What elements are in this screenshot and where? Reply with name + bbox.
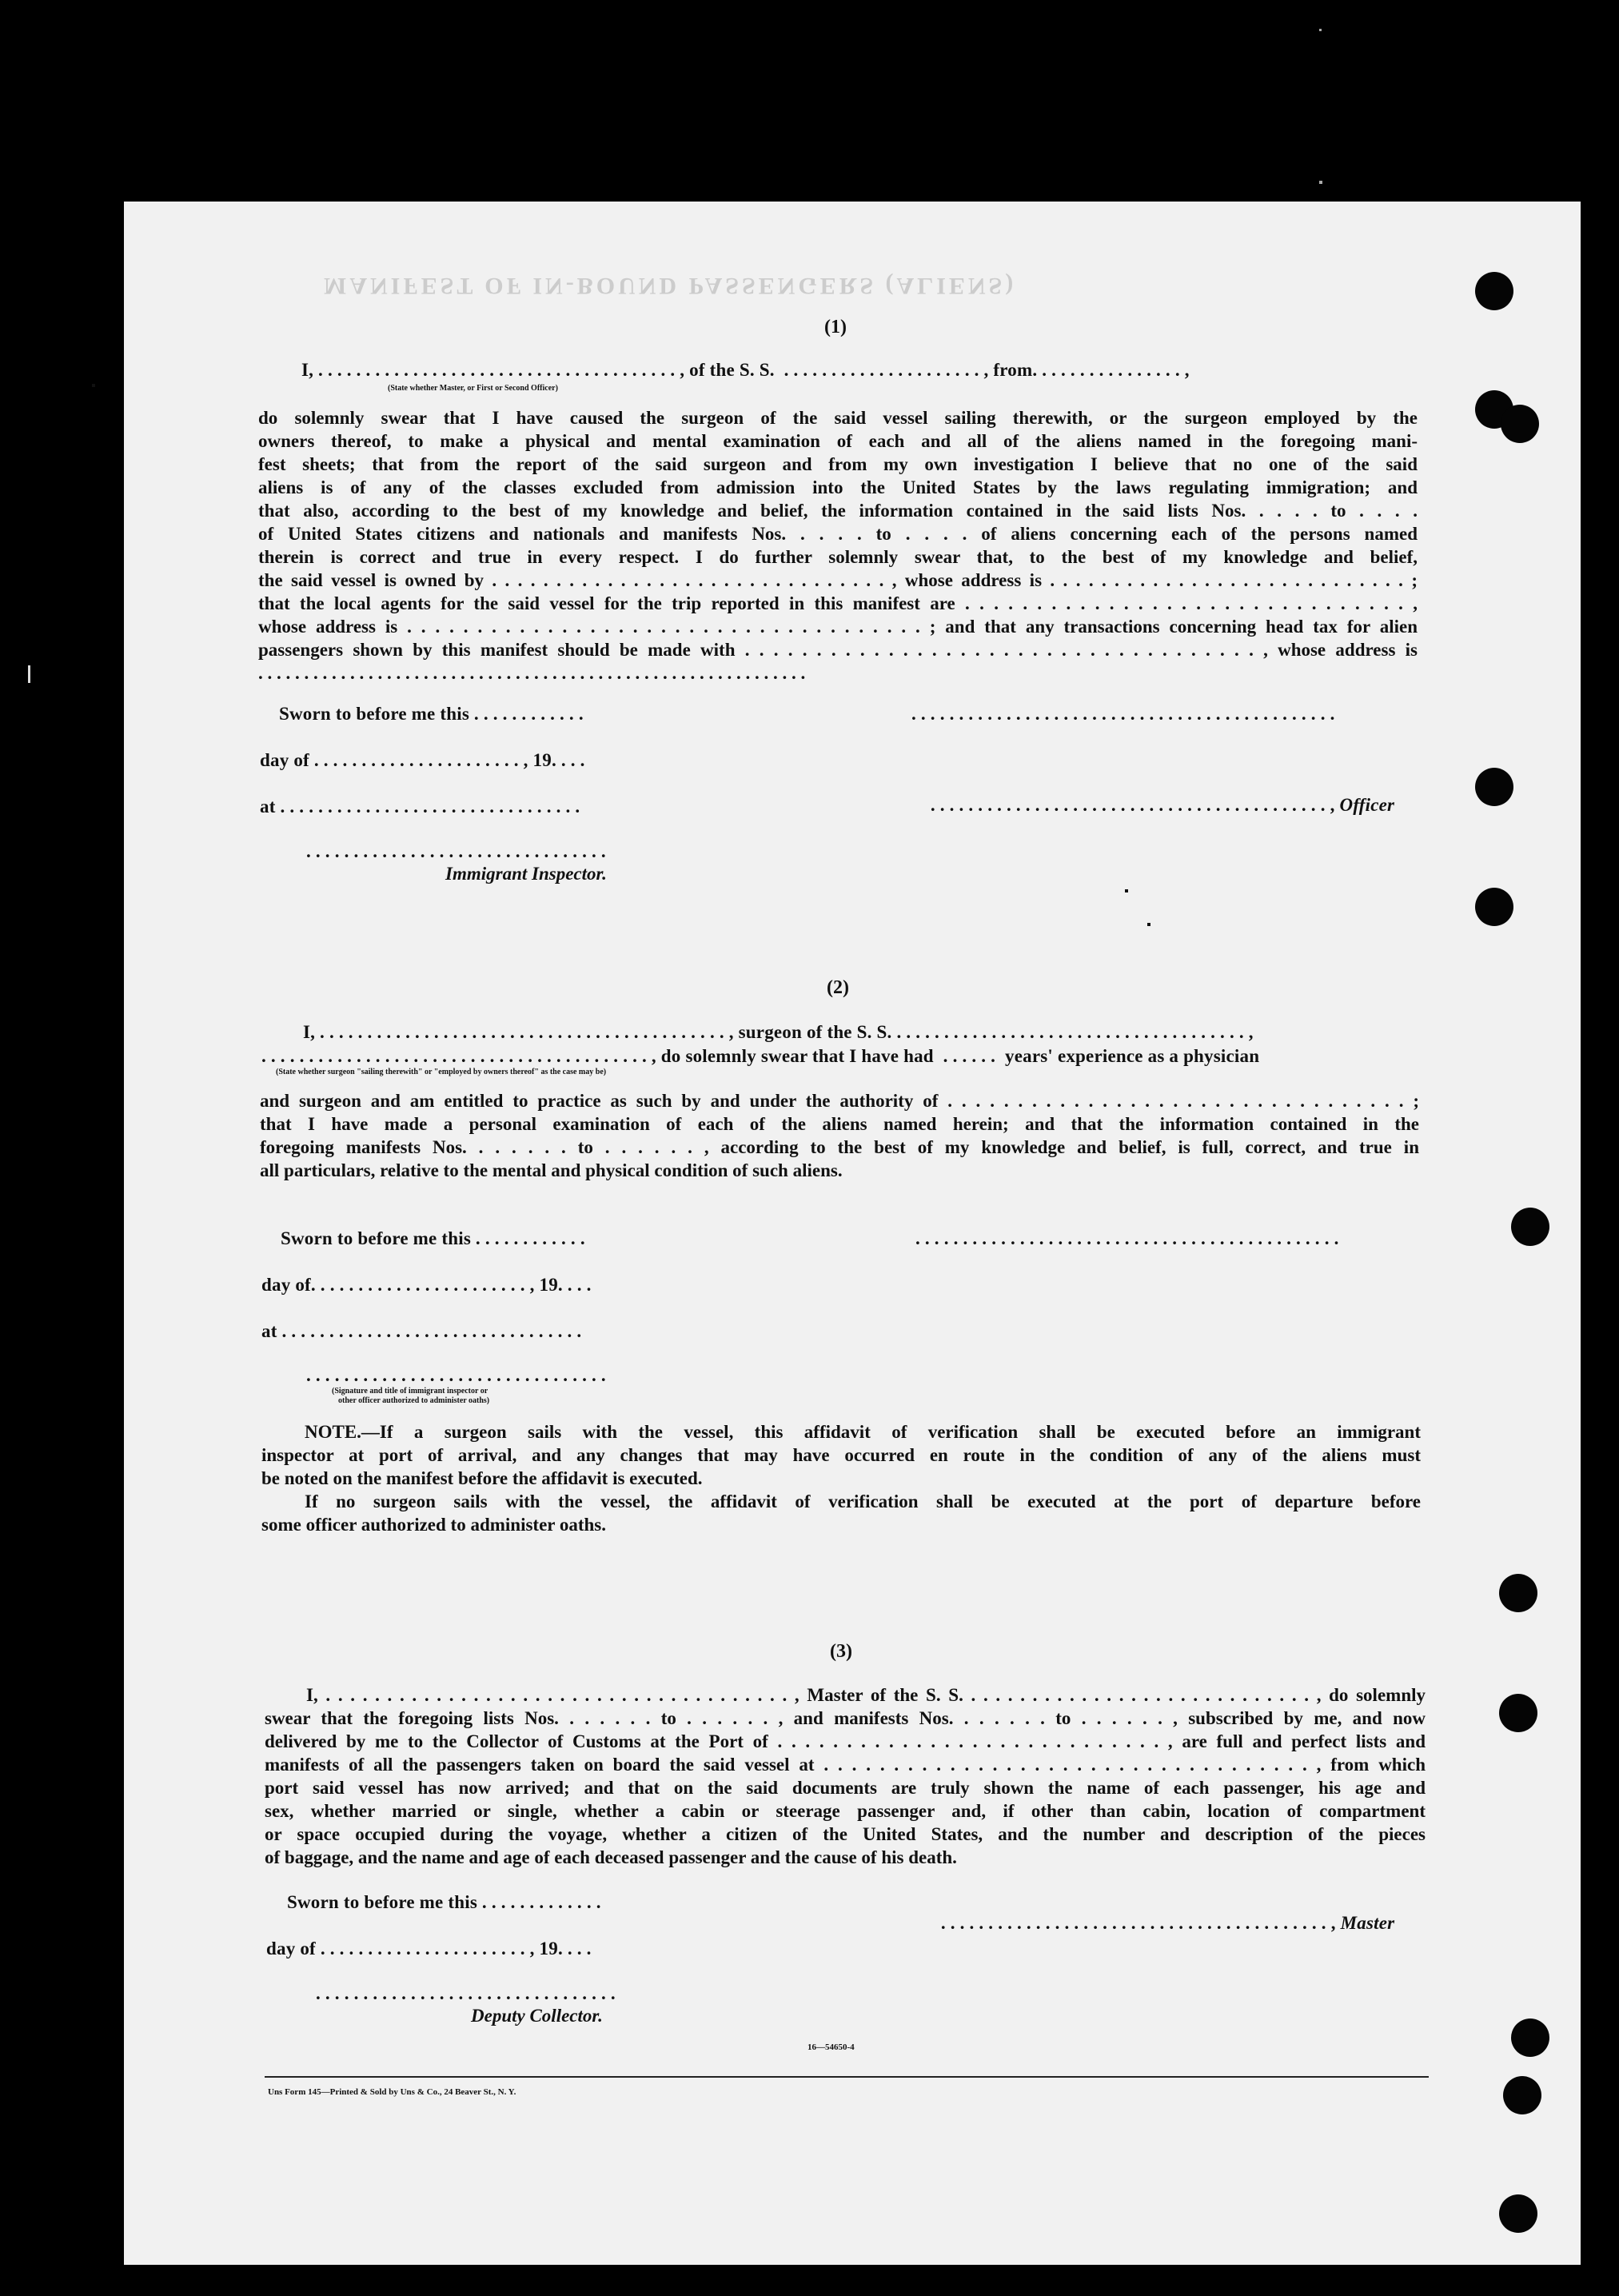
punch-hole — [1499, 1574, 1537, 1612]
no-surgeon-note-paragraph: If no surgeon sails with the vessel, the affidavit of verification shall be executed at the port of departure before some officer authorized to administer oaths. — [261, 1491, 1421, 1535]
border-mark — [28, 665, 30, 683]
section-2-day-of-line: day of. . . . . . . . . . . . . . . . . . . . . . . , 19. . . . — [261, 1275, 592, 1295]
immigrant-inspector-label: Immigrant Inspector. — [445, 864, 607, 884]
section-1-signature-dots: . . . . . . . . . . . . . . . . . . . . . . . . . . . . . . . . . . . . . . . . . . . . . — [911, 704, 1335, 724]
section-1-inspector-dots: . . . . . . . . . . . . . . . . . . . . . . . . . . . . . . . . — [306, 841, 606, 861]
border-mark — [1319, 181, 1322, 184]
surgeon-note-paragraph: NOTE.—If a surgeon sails with the vessel, this affidavit of verification shall be executed before an immigrant inspector at port of arrival, and any changes that may have occurred en route in the condition of any of the aliens must be noted on the manifest before the affidavit is executed. — [261, 1422, 1421, 1488]
section-2-sworn-line: Sworn to before me this . . . . . . . . . . . . — [281, 1228, 585, 1248]
border-mark — [1319, 29, 1322, 31]
master-officer-note: (State whether Master, or First or Second Officer) — [388, 384, 558, 393]
form-code: 16—54650-4 — [808, 2042, 855, 2052]
section-3-number: (3) — [830, 1641, 852, 1662]
section-3-oath-paragraph: I, . . . . . . . . . . . . . . . . . . . . . . . . . . . . . . . . . . . . . . , Master of the S. S. . . . . . . . . . . . . . . . . . . . . . . . . . . . . , do solemnly swear that the foregoing lists Nos. . . . . . . to . . . . . . , and manifests Nos. . . . . . . to . . . . . . , subscribed by me, and now delivered by me to the Collector of Customs at the Port of . . . . . . . . . . . . . . . . . . . . . . . . . . . . , are full and perfect lists and manifests of all the passengers taken on board the said vessel at . . . . . . . . . . . . . . . . . . . . . . . . . . . . . . . . . . . , from which port said vessel has now arrived; and that on the said documents are truly shown the name of each passenger, his age and sex, whether married or single, whether a cabin or steerage passenger and, if other than cabin, location of compartment or space occupied during the voyage, whether a citizen of the United States, and the number and description of the pieces of baggage, and the name and age of each deceased passenger and the cause of his death. — [265, 1685, 1426, 1867]
signature-title-note-2: other officer authorized to administer oaths) — [338, 1396, 490, 1405]
section-2-at-line: at . . . . . . . . . . . . . . . . . . . . . . . . . . . . . . . . — [261, 1321, 582, 1341]
signature-title-note-1: (Signature and title of immigrant inspector or — [332, 1387, 488, 1396]
section-3-master-line — [922, 1892, 1394, 1955]
bleed-through-text: MANIFEST OF IN-BOUND PASSENGERS (ALIENS) — [324, 273, 1017, 299]
section-2-second-line: . . . . . . . . . . . . . . . . . . . . . . . . . . . . . . . . . . . . . . . . . , do solemnly swear that I have had . . . . . . years' experience as a physician — [261, 1046, 1260, 1066]
section-1-opening-line: I, . . . . . . . . . . . . . . . . . . . . . . . . . . . . . . . . . . . . . . , of the S. S. . . . . . . . . . . . . . . . . . . . . . , from. . . . . . . . . . . . . . . . , — [301, 360, 1190, 380]
punch-hole — [1499, 1694, 1537, 1732]
punch-hole — [1511, 1208, 1549, 1246]
master-signature-dots: . . . . . . . . . . . . . . . . . . . . . . . . . . . . . . . . . . . . . . . . . , — [940, 1913, 1341, 1933]
stray-mark — [1125, 889, 1128, 892]
punch-hole — [1503, 2076, 1541, 2114]
punch-hole — [1475, 768, 1513, 806]
punch-hole — [1499, 2194, 1537, 2233]
punch-hole — [1475, 272, 1513, 310]
section-1-at-line: at . . . . . . . . . . . . . . . . . . . . . . . . . . . . . . . . — [260, 797, 580, 817]
document-page — [124, 202, 1581, 2265]
master-label: Master — [1340, 1913, 1395, 1933]
deputy-collector-label: Deputy Collector. — [471, 2006, 603, 2026]
section-1-sworn-line: Sworn to before me this . . . . . . . . . . . . — [279, 704, 584, 724]
punch-hole — [1501, 405, 1539, 443]
stray-mark — [92, 384, 95, 387]
officer-signature-dots: . . . . . . . . . . . . . . . . . . . . . . . . . . . . . . . . . . . . . . . . . . , — [930, 795, 1340, 815]
section-2-signature-line: . . . . . . . . . . . . . . . . . . . . . . . . . . . . . . . . — [306, 1365, 606, 1385]
printer-footer: Uns Form 145—Printed & Sold by Uns & Co., 24 Beaver St., N. Y. — [268, 2087, 516, 2097]
section-1-number: (1) — [824, 317, 847, 337]
punch-hole — [1475, 888, 1513, 926]
officer-label: Officer — [1339, 795, 1395, 815]
section-1-day-of-line: day of . . . . . . . . . . . . . . . . . . . . . . , 19. . . . — [260, 750, 585, 770]
footer-rule — [265, 2076, 1429, 2078]
surgeon-status-note: (State whether surgeon "sailing therewith" or "employed by owners thereof" as the case may be) — [276, 1068, 607, 1076]
section-3-day-of-line: day of . . . . . . . . . . . . . . . . . . . . . . , 19. . . . — [266, 1939, 592, 1959]
stray-mark — [1147, 923, 1150, 926]
section-2-opening-line: I, . . . . . . . . . . . . . . . . . . . . . . . . . . . . . . . . . . . . . . . . . . . , surgeon of the S. S. . . . . . . . . . . . . . . . . . . . . . . . . . . . . . . . . . . . . . , — [303, 1022, 1254, 1042]
section-2-number: (2) — [827, 977, 849, 998]
punch-hole — [1511, 2018, 1549, 2057]
section-1-oath-paragraph: do solemnly swear that I have caused the surgeon of the said vessel sailing therewith, or the surgeon employed by the owners thereof, to make a physical and mental examination of each and all of the aliens named in the foregoing mani- fest sheets; that from the report of the said surgeon and from my own investigation I believe that no one of the said aliens is of any of the classes excluded from admission into the United States by the laws regulating immigration; and that also, according to the best of my knowledge and belief, the information contained in the said lists Nos. . . . . to . . . . of United States citizens and nationals and manifests Nos. . . . . to . . . . of aliens concerning each of the persons named therein is correct and true in every respect. I do further solemnly swear that, to the best of my knowledge and belief, the said vessel is owned by . . . . . . . . . . . . . . . . . . . . . . . . . . . . . . . , whose address is . . . . . . . . . . . . . . . . . . . . . . . . . . . . ; that the local agents for the said vessel for the trip reported in this manifest are . . . . . . . . . . . . . . . . . . . . . . . . . . . . . . . , whose address is . . . . . . . . . . . . . . . . . . . . . . . . . . . . . . . . . . . . . ; and that any transactions concerning head tax for alien passengers shown by this manifest should be made with . . . . . . . . . . . . . . . . . . . . . . . . . . . . . . . . . . . . , whose address is . . . . . . . . . . . . . . . . . . . . . . . . . . . . . . . . . . . . . . . . . . . . . . . . . . . . . . . . . . . . — [258, 408, 1418, 683]
section-2-signature-dots: . . . . . . . . . . . . . . . . . . . . . . . . . . . . . . . . . . . . . . . . . . . . . — [915, 1228, 1339, 1248]
section-2-oath-paragraph: and surgeon and am entitled to practice as such by and under the authority of . . . . . . . . . . . . . . . . . . . . . . . . . . . . . . . . . ; that I have made a personal examination of each of the aliens named herein; and that the information contained in the foregoing manifests Nos. . . . . . . to . . . . . . , according to the best of my knowledge and belief, is full, correct, and true in all particulars, relative to the mental and physical condition of such aliens. — [260, 1091, 1419, 1180]
section-3-collector-dots: . . . . . . . . . . . . . . . . . . . . . . . . . . . . . . . . — [316, 1983, 616, 2003]
section-3-sworn-line: Sworn to before me this . . . . . . . . . . . . . — [287, 1892, 601, 1912]
section-1-officer-line — [911, 774, 1394, 837]
